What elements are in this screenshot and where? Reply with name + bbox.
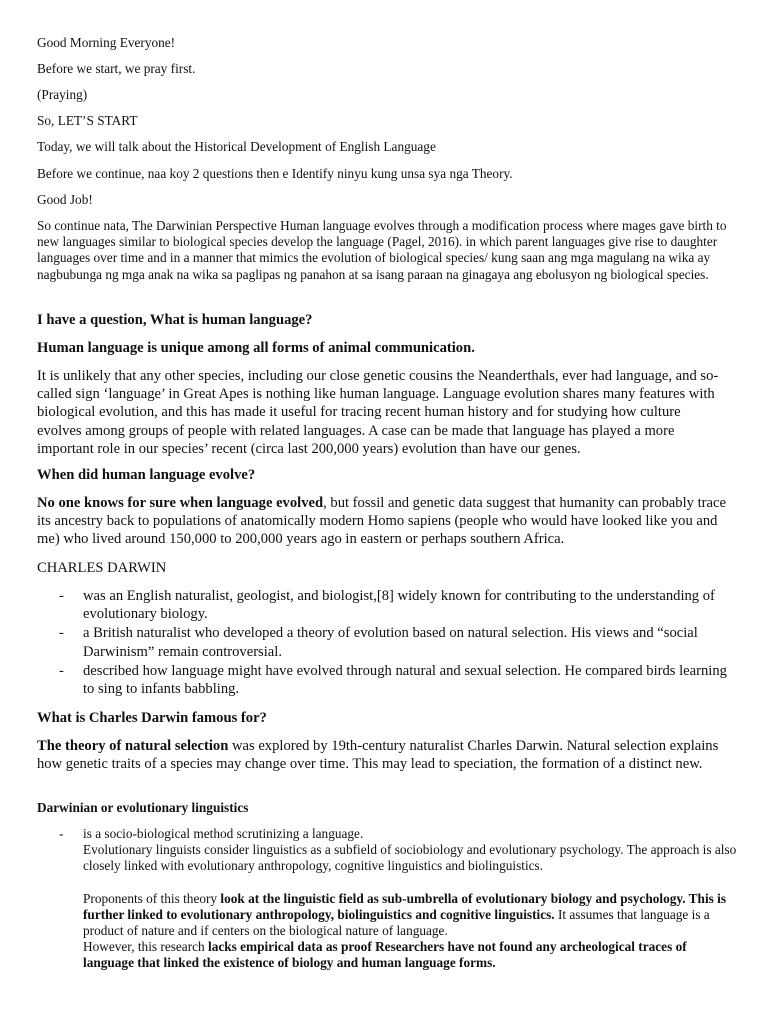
questions-line: Before we continue, naa koy 2 questions then e Identify ninyu kung unsa sya nga Theory. <box>37 166 513 181</box>
however-bold: lacks empirical data as proof Researchers have not found any archeological traces of language that linked the existence of biology and human language forms. <box>83 939 687 971</box>
bullet-dash: - <box>59 662 64 679</box>
charles-darwin-list <box>37 587 737 699</box>
evolutionary-linguistics-heading: Darwinian or evolutionary linguistics <box>37 800 249 815</box>
theory-rest: was explored by 19th-century naturalist Charles Darwin. Natural selection explains how genetic traits of a species may change over time. This may lead to speciation, the formation of a distinct new. <box>37 738 719 773</box>
proponents-plain-2: It assumes that language is a product of nature and if centers on the biological nature of language. <box>83 906 710 939</box>
question-famous: What is Charles Darwin famous for? <box>37 710 267 726</box>
list-item-text: described how language might have evolved through natural and sexual selection. He compared birds learning to sing to infants babbling. <box>83 662 727 698</box>
bullet-dash: - <box>59 588 64 604</box>
proponents-plain-1: Proponents of this theory <box>83 890 221 906</box>
pray-first-line: Before we start, we pray first. <box>37 61 196 76</box>
today-topic-line: Today, we will talk about the Historical Development of English Language <box>37 139 436 154</box>
proponents-paragraph <box>83 891 737 940</box>
darwinian-perspective-paragraph: So continue nata, The Darwinian Perspective Human language evolves through a modification process where mages gave birth to new languages similar to biological species develop the language (Pagel, 2016). in which parent languages give rise to daughter languages over time and in a manner that mimics the evolution of biological species/ kung saan ang mga magulang na wika ay nagbubunga ng mga anak na wika sa paglipas ng panahon at sa isang paraan na ginagaya ang ebolusyon ng biological species. <box>37 218 727 282</box>
evo-line-2: Evolutionary linguists consider linguistics as a subfield of sociobiology and evolutionary psychology. The approach is also closely linked with evolutionary anthropology, cognitive linguistics and biolinguistics. <box>83 842 737 874</box>
lets-start-line: So, LET’S START <box>37 113 138 128</box>
charles-darwin-heading: CHARLES DARWIN <box>37 560 167 576</box>
list-item-text: was an English naturalist, geologist, and biologist,[8] widely known for contributing to the understanding of evolutionary biology. <box>83 588 715 623</box>
good-job-line: Good Job! <box>37 192 93 207</box>
no-one-knows-bold: No one knows for sure when language evolved <box>37 495 324 511</box>
evo-line-1: is a socio-biological method scrutinizing a language. <box>83 826 364 841</box>
however-plain: However, this research <box>83 939 208 955</box>
spacer <box>83 875 737 891</box>
bullet-dash: - <box>59 625 64 642</box>
list-item <box>37 624 737 660</box>
list-item-text: a British naturalist who developed a theory of evolution based on natural selection. His views and “social Darwinism” remain controversial. <box>83 625 698 660</box>
question-when-evolve: When did human language evolve? <box>37 467 256 483</box>
list-item <box>37 826 737 972</box>
proponents-bold: look at the linguistic field as sub-umbrella of evolutionary biology and psychology. This is further linked to evolutionary anthropology, biolinguistics and cognitive linguistics. <box>83 890 727 922</box>
no-one-knows-paragraph <box>37 494 727 549</box>
question-human-language: I have a question, What is human language? <box>37 312 313 328</box>
no-one-knows-rest: , but fossil and genetic data suggest that humanity can probably trace its ancestry back to populations of anatomically modern Homo sapiens (people who would have looked like you and me) who lived around 150,000 to 200,000 years ago in eastern or perhaps southern Africa. <box>37 495 726 548</box>
greeting-line: Good Morning Everyone! <box>37 35 176 50</box>
theory-paragraph <box>37 737 727 773</box>
list-item <box>37 662 737 698</box>
bullet-dash: - <box>59 826 64 841</box>
human-language-unique-heading: Human language is unique among all forms of animal communication. <box>37 340 475 356</box>
list-item <box>37 587 737 623</box>
theory-bold: The theory of natural selection <box>37 738 229 754</box>
praying-line: (Praying) <box>37 87 88 102</box>
unlikely-paragraph: It is unlikely that any other species, including our close genetic cousins the Neanderthals, ever had language, and so-called sign ‘language’ in Great Apes is nothing like human language. Language evolution shares many features with biological evolution, and this has made it useful for tracing recent human history and for studying how culture evolves among groups of people with related languages. A case can be made that language has played a more important role in our species’ recent (circa last 200,000 years) evolution than have our genes. <box>37 368 719 457</box>
however-paragraph <box>83 939 737 971</box>
evolutionary-linguistics-list <box>37 826 737 972</box>
